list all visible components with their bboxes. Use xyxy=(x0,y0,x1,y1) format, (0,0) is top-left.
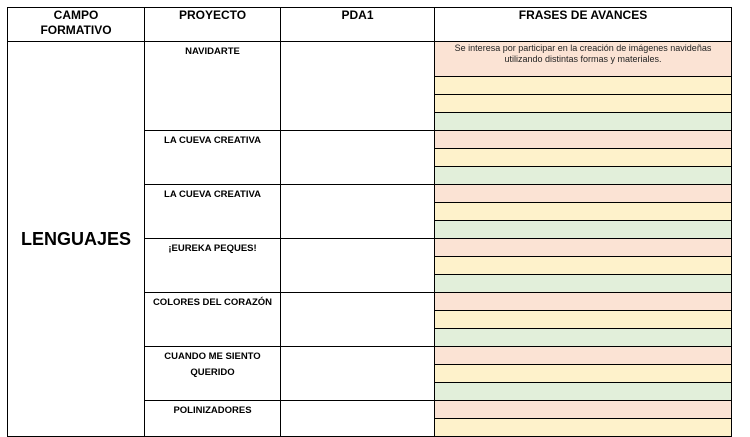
pda-cell[interactable] xyxy=(281,239,435,293)
pda-cell[interactable] xyxy=(281,347,435,401)
campo-formativo-cell: LENGUAJES xyxy=(8,42,145,437)
pda-cell[interactable] xyxy=(281,42,435,131)
project-polinizadores: POLINIZADORES xyxy=(145,401,281,437)
project-la-cueva-creativa-1: LA CUEVA CREATIVA xyxy=(145,131,281,185)
frase-cell[interactable] xyxy=(435,221,732,239)
header-proyecto: PROYECTO xyxy=(145,8,281,42)
header-frases-de-avances: FRASES DE AVANCES xyxy=(435,8,732,42)
frase-cell[interactable] xyxy=(435,167,732,185)
frase-cell[interactable] xyxy=(435,347,732,365)
project-cuando-me-siento-querido: CUANDO ME SIENTO QUERIDO xyxy=(145,347,281,401)
frase-cell[interactable] xyxy=(435,275,732,293)
pda-cell[interactable] xyxy=(281,131,435,185)
frase-cell[interactable] xyxy=(435,383,732,401)
project-navidarte: NAVIDARTE xyxy=(145,42,281,131)
frase-cell[interactable] xyxy=(435,131,732,149)
frase-cell[interactable] xyxy=(435,185,732,203)
project-la-cueva-creativa-2: LA CUEVA CREATIVA xyxy=(145,185,281,239)
frase-cell[interactable] xyxy=(435,311,732,329)
pda-cell[interactable] xyxy=(281,185,435,239)
pda-cell[interactable] xyxy=(281,401,435,437)
frase-cell[interactable] xyxy=(435,401,732,419)
frase-cell[interactable] xyxy=(435,293,732,311)
frase-cell[interactable] xyxy=(435,203,732,221)
project-eureka-peques: ¡EUREKA PEQUES! xyxy=(145,239,281,293)
frase-cell[interactable] xyxy=(435,257,732,275)
header-campo-formativo: CAMPO FORMATIVO xyxy=(8,8,145,42)
pda-cell[interactable] xyxy=(281,293,435,347)
frase-cell[interactable] xyxy=(435,77,732,95)
frase-cell[interactable] xyxy=(435,365,732,383)
header-row xyxy=(8,8,732,42)
frase-cell[interactable] xyxy=(435,329,732,347)
frase-cell[interactable] xyxy=(435,419,732,437)
progress-table xyxy=(7,7,732,437)
frase-cell[interactable]: Se interesa por participar en la creación de imágenes navideñas utilizando distintas formas y materiales. xyxy=(435,42,732,77)
frase-cell[interactable] xyxy=(435,113,732,131)
frase-cell[interactable] xyxy=(435,95,732,113)
frase-cell[interactable] xyxy=(435,149,732,167)
frase-cell[interactable] xyxy=(435,239,732,257)
project-colores-del-corazon: COLORES DEL CORAZÓN xyxy=(145,293,281,347)
header-pda1: PDA1 xyxy=(281,8,435,42)
